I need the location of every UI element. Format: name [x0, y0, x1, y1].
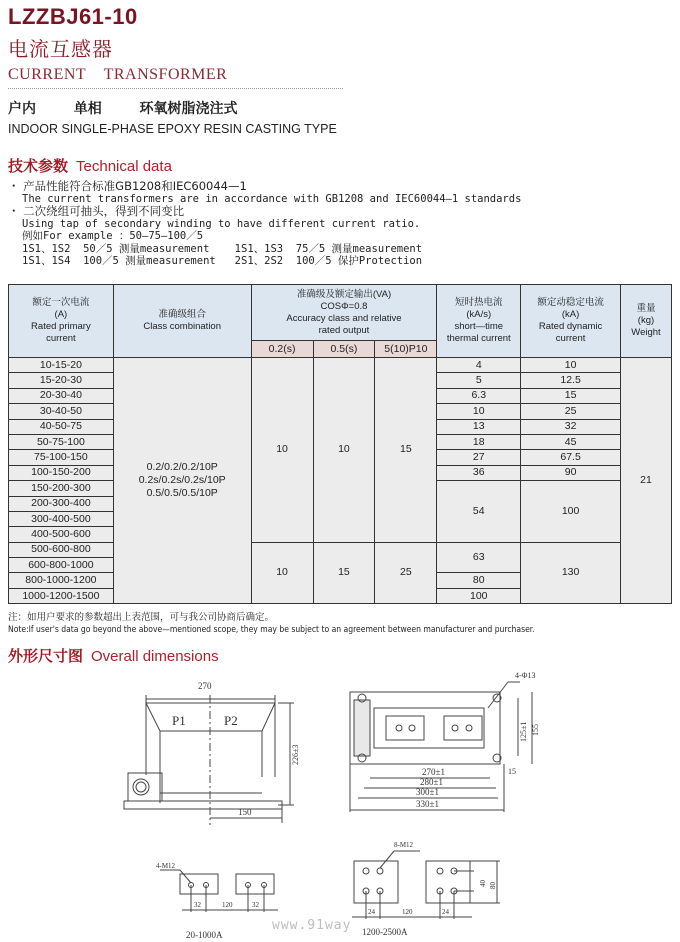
overall-dimensions-heading — [8, 645, 219, 666]
primary-current-cell: 100-150-200 — [9, 465, 114, 480]
table-row — [9, 358, 672, 373]
header-weight: 重量 (kg) Weight — [620, 285, 671, 358]
primary-current-cell: 150-200-300 — [9, 481, 114, 496]
top-d1-label: 125±1 — [519, 721, 528, 742]
header-accuracy-02s: 0.2(s) — [251, 341, 313, 358]
small-a-label: 32 — [194, 901, 201, 909]
primary-current-cell: 50-75-100 — [9, 434, 114, 449]
technical-heading-en: Technical data — [76, 158, 172, 175]
terminal-large-drawing — [340, 835, 540, 942]
dynamic-cell: 130 — [521, 542, 621, 604]
dynamic-cell: 45 — [521, 434, 621, 449]
top-l2-label: 280±1 — [420, 777, 443, 787]
thermal-cell: 4 — [437, 358, 521, 373]
dimensions-heading-cn: 外形尺寸图 — [8, 647, 84, 665]
thermal-cell: 10 — [437, 404, 521, 419]
header-accuracy-5p10: 5(10)P10 — [375, 341, 437, 358]
dynamic-cell: 15 — [521, 388, 621, 403]
large-h2-label: 80 — [489, 882, 497, 889]
header-accuracy-output: 准确级及额定输出(VA) COSΦ=0.8 Accuracy class and relative rated output — [251, 285, 437, 341]
primary-current-cell: 75-100-150 — [9, 450, 114, 465]
model-number: LZZBJ61-10 — [8, 4, 138, 29]
large-a-label: 24 — [368, 908, 375, 916]
thermal-cell: 36 — [437, 465, 521, 480]
footnote — [8, 611, 535, 637]
header-rated-primary: 额定一次电流 (A) Rated primary current — [9, 285, 114, 358]
dynamic-cell: 12.5 — [521, 373, 621, 388]
top-d2-label: 155 — [531, 724, 540, 736]
holes-label: 4-Φ13 — [515, 671, 536, 680]
footnote-cn: 注：如用户要求的参数超出上表范围，可与我公司协商后确定。 — [8, 612, 275, 623]
class-combination-cell: 0.2/0.2/0.2/10P 0.2s/0.2s/0.2s/10P 0.5/0.5/0.5/10P — [113, 358, 251, 604]
technical-data-heading — [8, 155, 172, 176]
output-5p10-cell: 25 — [375, 542, 437, 604]
watermark: www.91way — [272, 918, 352, 933]
output-02s-cell: 10 — [251, 542, 313, 604]
dimensions-heading-en: Overall dimensions — [91, 648, 219, 665]
thermal-cell: 63 — [437, 542, 521, 573]
primary-current-cell: 800-1000-1200 — [9, 573, 114, 588]
large-b-label: 120 — [402, 908, 413, 916]
thermal-cell: 27 — [437, 450, 521, 465]
primary-current-cell: 200-300-400 — [9, 496, 114, 511]
small-range-label: 20-1000A — [186, 930, 223, 940]
primary-current-cell: 30-40-50 — [9, 404, 114, 419]
primary-current-cell: 1000-1200-1500 — [9, 588, 114, 603]
dynamic-cell: 10 — [521, 358, 621, 373]
primary-current-cell: 10-15-20 — [9, 358, 114, 373]
thermal-cell: 100 — [437, 588, 521, 603]
small-bolt-label: 4-M12 — [156, 862, 176, 870]
type-en: INDOOR SINGLE-PHASE EPOXY RESIN CASTING TYPE — [8, 122, 337, 136]
note-line: 1S1、1S2 50／5 测量measurement 1S1、1S3 75／5 测量measurement — [22, 242, 423, 255]
product-title-cn: 电流互感器 — [8, 37, 113, 61]
large-c-label: 24 — [442, 908, 449, 916]
footnote-en: Note:If user's data go beyond the above—mentioned scope, they may be subject to an agreement between manufacturer and purchaser. — [8, 625, 535, 635]
top-l4-label: 330±1 — [416, 799, 439, 809]
header-thermal-current: 短时热电流 (kA/s) short—time thermal current — [437, 285, 521, 358]
header-dynamic-current: 额定动稳定电流 (kA) Rated dynamic current — [521, 285, 621, 358]
thermal-cell: 13 — [437, 419, 521, 434]
top-l3-label: 300±1 — [416, 787, 439, 797]
thermal-cell: 6.3 — [437, 388, 521, 403]
dynamic-cell: 67.5 — [521, 450, 621, 465]
product-title-en: CURRENT TRANSFORMER — [8, 66, 228, 83]
output-05s-cell: 10 — [313, 358, 375, 543]
note-line: 1S1、1S4 100／5 测量measurement 2S1、2S2 100／5 保护Protection — [22, 255, 423, 267]
note-line: ・ 二次绕组可抽头，得到不同变比 — [8, 204, 185, 218]
primary-current-cell: 300-400-500 — [9, 511, 114, 526]
header-accuracy-05s: 0.5(s) — [313, 341, 375, 358]
small-c-label: 32 — [252, 901, 259, 909]
top-view-drawing — [340, 670, 540, 820]
thermal-cell: 80 — [437, 573, 521, 588]
note-line: ・ 产品性能符合标准GB1208和IEC60044—1 — [8, 179, 247, 193]
front-view-drawing — [110, 675, 310, 825]
top-l1-label: 270±1 — [422, 767, 445, 777]
note-line: Using tap of secondary winding to have different current ratio. — [22, 217, 421, 230]
spec-table — [8, 284, 672, 604]
dynamic-cell: 100 — [521, 481, 621, 543]
front-width-label: 270 — [198, 681, 212, 691]
header-class-combination: 准确级组合 Class combination — [113, 285, 251, 358]
type-cn: 户内 单相 环氧树脂浇注式 — [8, 101, 238, 117]
p2-label: P2 — [224, 713, 238, 728]
technical-notes — [8, 180, 521, 268]
p1-label: P1 — [172, 713, 186, 728]
large-range-label: 1200-2500A — [362, 927, 408, 937]
dynamic-cell: 25 — [521, 404, 621, 419]
dynamic-cell: 32 — [521, 419, 621, 434]
note-line: The current transformers are in accordance with GB1208 and IEC60044—1 standards — [22, 192, 522, 205]
table-row — [9, 542, 672, 557]
thermal-cell: 5 — [437, 373, 521, 388]
primary-current-cell: 15-20-30 — [9, 373, 114, 388]
small-b-label: 120 — [222, 901, 233, 909]
primary-current-cell: 400-500-600 — [9, 527, 114, 542]
output-02s-cell: 10 — [251, 358, 313, 543]
technical-heading-cn: 技术参数 — [8, 157, 69, 175]
front-height-label: 226±3 — [291, 744, 300, 765]
large-h1-label: 40 — [479, 880, 487, 887]
large-bolt-label: 8-M12 — [394, 841, 414, 849]
weight-cell: 21 — [620, 358, 671, 604]
front-offset-label: 150 — [238, 807, 252, 817]
thermal-cell: 54 — [437, 481, 521, 543]
primary-current-cell: 500-600-800 — [9, 542, 114, 557]
dynamic-cell: 90 — [521, 465, 621, 480]
primary-current-cell: 40-50-75 — [9, 419, 114, 434]
top-d3-label: 15 — [508, 767, 516, 776]
divider — [8, 88, 343, 89]
primary-current-cell: 20-30-40 — [9, 388, 114, 403]
output-5p10-cell: 15 — [375, 358, 437, 543]
thermal-cell: 18 — [437, 434, 521, 449]
note-line: 例如For example ：50—75—100／5 — [22, 230, 204, 242]
primary-current-cell: 600-800-1000 — [9, 558, 114, 573]
output-05s-cell: 15 — [313, 542, 375, 604]
